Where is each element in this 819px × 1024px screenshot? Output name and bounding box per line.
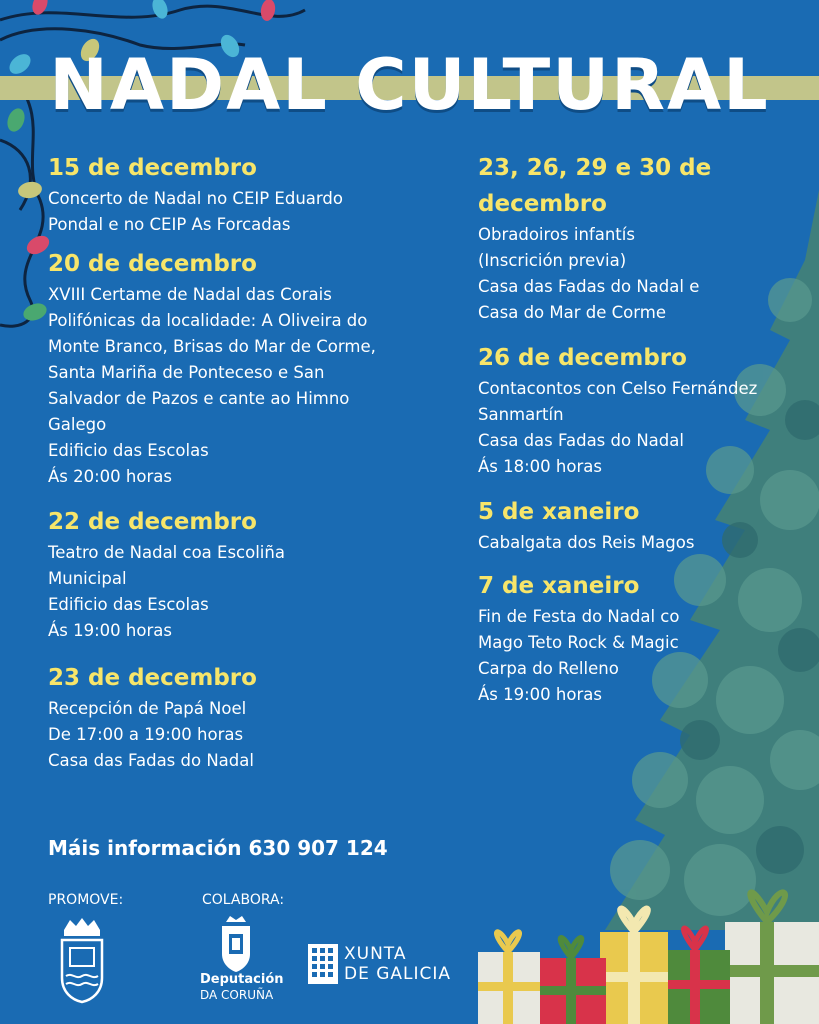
concello-crest-icon — [56, 916, 108, 1004]
event-date: 22 de decembro — [48, 509, 257, 535]
events-left-column — [48, 150, 408, 774]
event-line: Casa das Fadas do Nadal — [48, 751, 254, 770]
deputacion-name: Deputación — [200, 972, 284, 987]
event-date: decembro — [478, 191, 607, 217]
xunta-name: XUNTA — [344, 944, 407, 964]
event-line: Pondal e no CEIP As Forcadas — [48, 215, 291, 234]
event-line: Teatro de Nadal coa Escoliña — [48, 543, 285, 562]
event-line: Ás 19:00 horas — [478, 685, 602, 704]
event-line: Casa do Mar de Corme — [478, 303, 666, 322]
event-line: Ás 20:00 horas — [48, 467, 172, 486]
event-item — [48, 660, 408, 774]
event-line: Edificio das Escolas — [48, 595, 209, 614]
event-date: 7 de xaneiro — [478, 573, 640, 599]
event-line: Municipal — [48, 569, 127, 588]
event-item — [48, 504, 408, 644]
event-item — [478, 340, 778, 480]
event-item — [478, 568, 778, 708]
event-line: Polifónicas da localidade: A Oliveira do — [48, 311, 368, 330]
event-line: Monte Branco, Brisas do Mar de Corme, — [48, 337, 376, 356]
event-line: Ás 18:00 horas — [478, 457, 602, 476]
deputacion-subname: DA CORUÑA — [200, 988, 274, 1002]
event-line: Recepción de Papá Noel — [48, 699, 247, 718]
event-line: Ás 19:00 horas — [48, 621, 172, 640]
event-item — [478, 150, 778, 326]
xunta-subname: DE GALICIA — [344, 964, 452, 984]
event-date: 23 de decembro — [48, 665, 257, 691]
event-line: Contacontos con Celso Fernández — [478, 379, 758, 398]
events-right-column — [478, 150, 778, 708]
colabora-label: COLABORA: — [202, 892, 285, 908]
event-line: Salvador de Pazos e cante ao Himno — [48, 389, 350, 408]
event-date: 5 de xaneiro — [478, 499, 640, 525]
more-info-phone: Máis información 630 907 124 — [48, 836, 388, 860]
event-date: 26 de decembro — [478, 345, 687, 371]
event-line: De 17:00 a 19:00 horas — [48, 725, 244, 744]
event-line: Casa das Fadas do Nadal — [478, 431, 684, 450]
event-date: 23, 26, 29 e 30 de — [478, 155, 712, 181]
event-line: Cabalgata dos Reis Magos — [478, 533, 695, 552]
event-line: Sanmartín — [478, 405, 564, 424]
event-line: (Inscrición previa) — [478, 251, 627, 270]
event-date: 20 de decembro — [48, 251, 257, 277]
event-item — [48, 246, 408, 490]
event-line: Obradoiros infantís — [478, 225, 635, 244]
event-line: Carpa do Relleno — [478, 659, 619, 678]
event-item — [48, 150, 408, 238]
event-line: XVIII Certame de Nadal das Corais — [48, 285, 332, 304]
event-line: Mago Teto Rock & Magic — [478, 633, 679, 652]
event-line: Fin de Festa do Nadal co — [478, 607, 680, 626]
event-line: Concerto de Nadal no CEIP Eduardo — [48, 189, 343, 208]
event-date: 15 de decembro — [48, 155, 257, 181]
event-line: Galego — [48, 415, 107, 434]
event-line: Santa Mariña de Ponteceso e San — [48, 363, 325, 382]
xunta-flag-icon — [308, 944, 338, 984]
promove-label: PROMOVE: — [48, 892, 124, 908]
page-title: NADAL CULTURAL — [49, 44, 770, 126]
event-item — [478, 494, 778, 556]
deputacion-crest-icon — [218, 914, 254, 972]
event-line: Casa das Fadas do Nadal e — [478, 277, 700, 296]
event-line: Edificio das Escolas — [48, 441, 209, 460]
